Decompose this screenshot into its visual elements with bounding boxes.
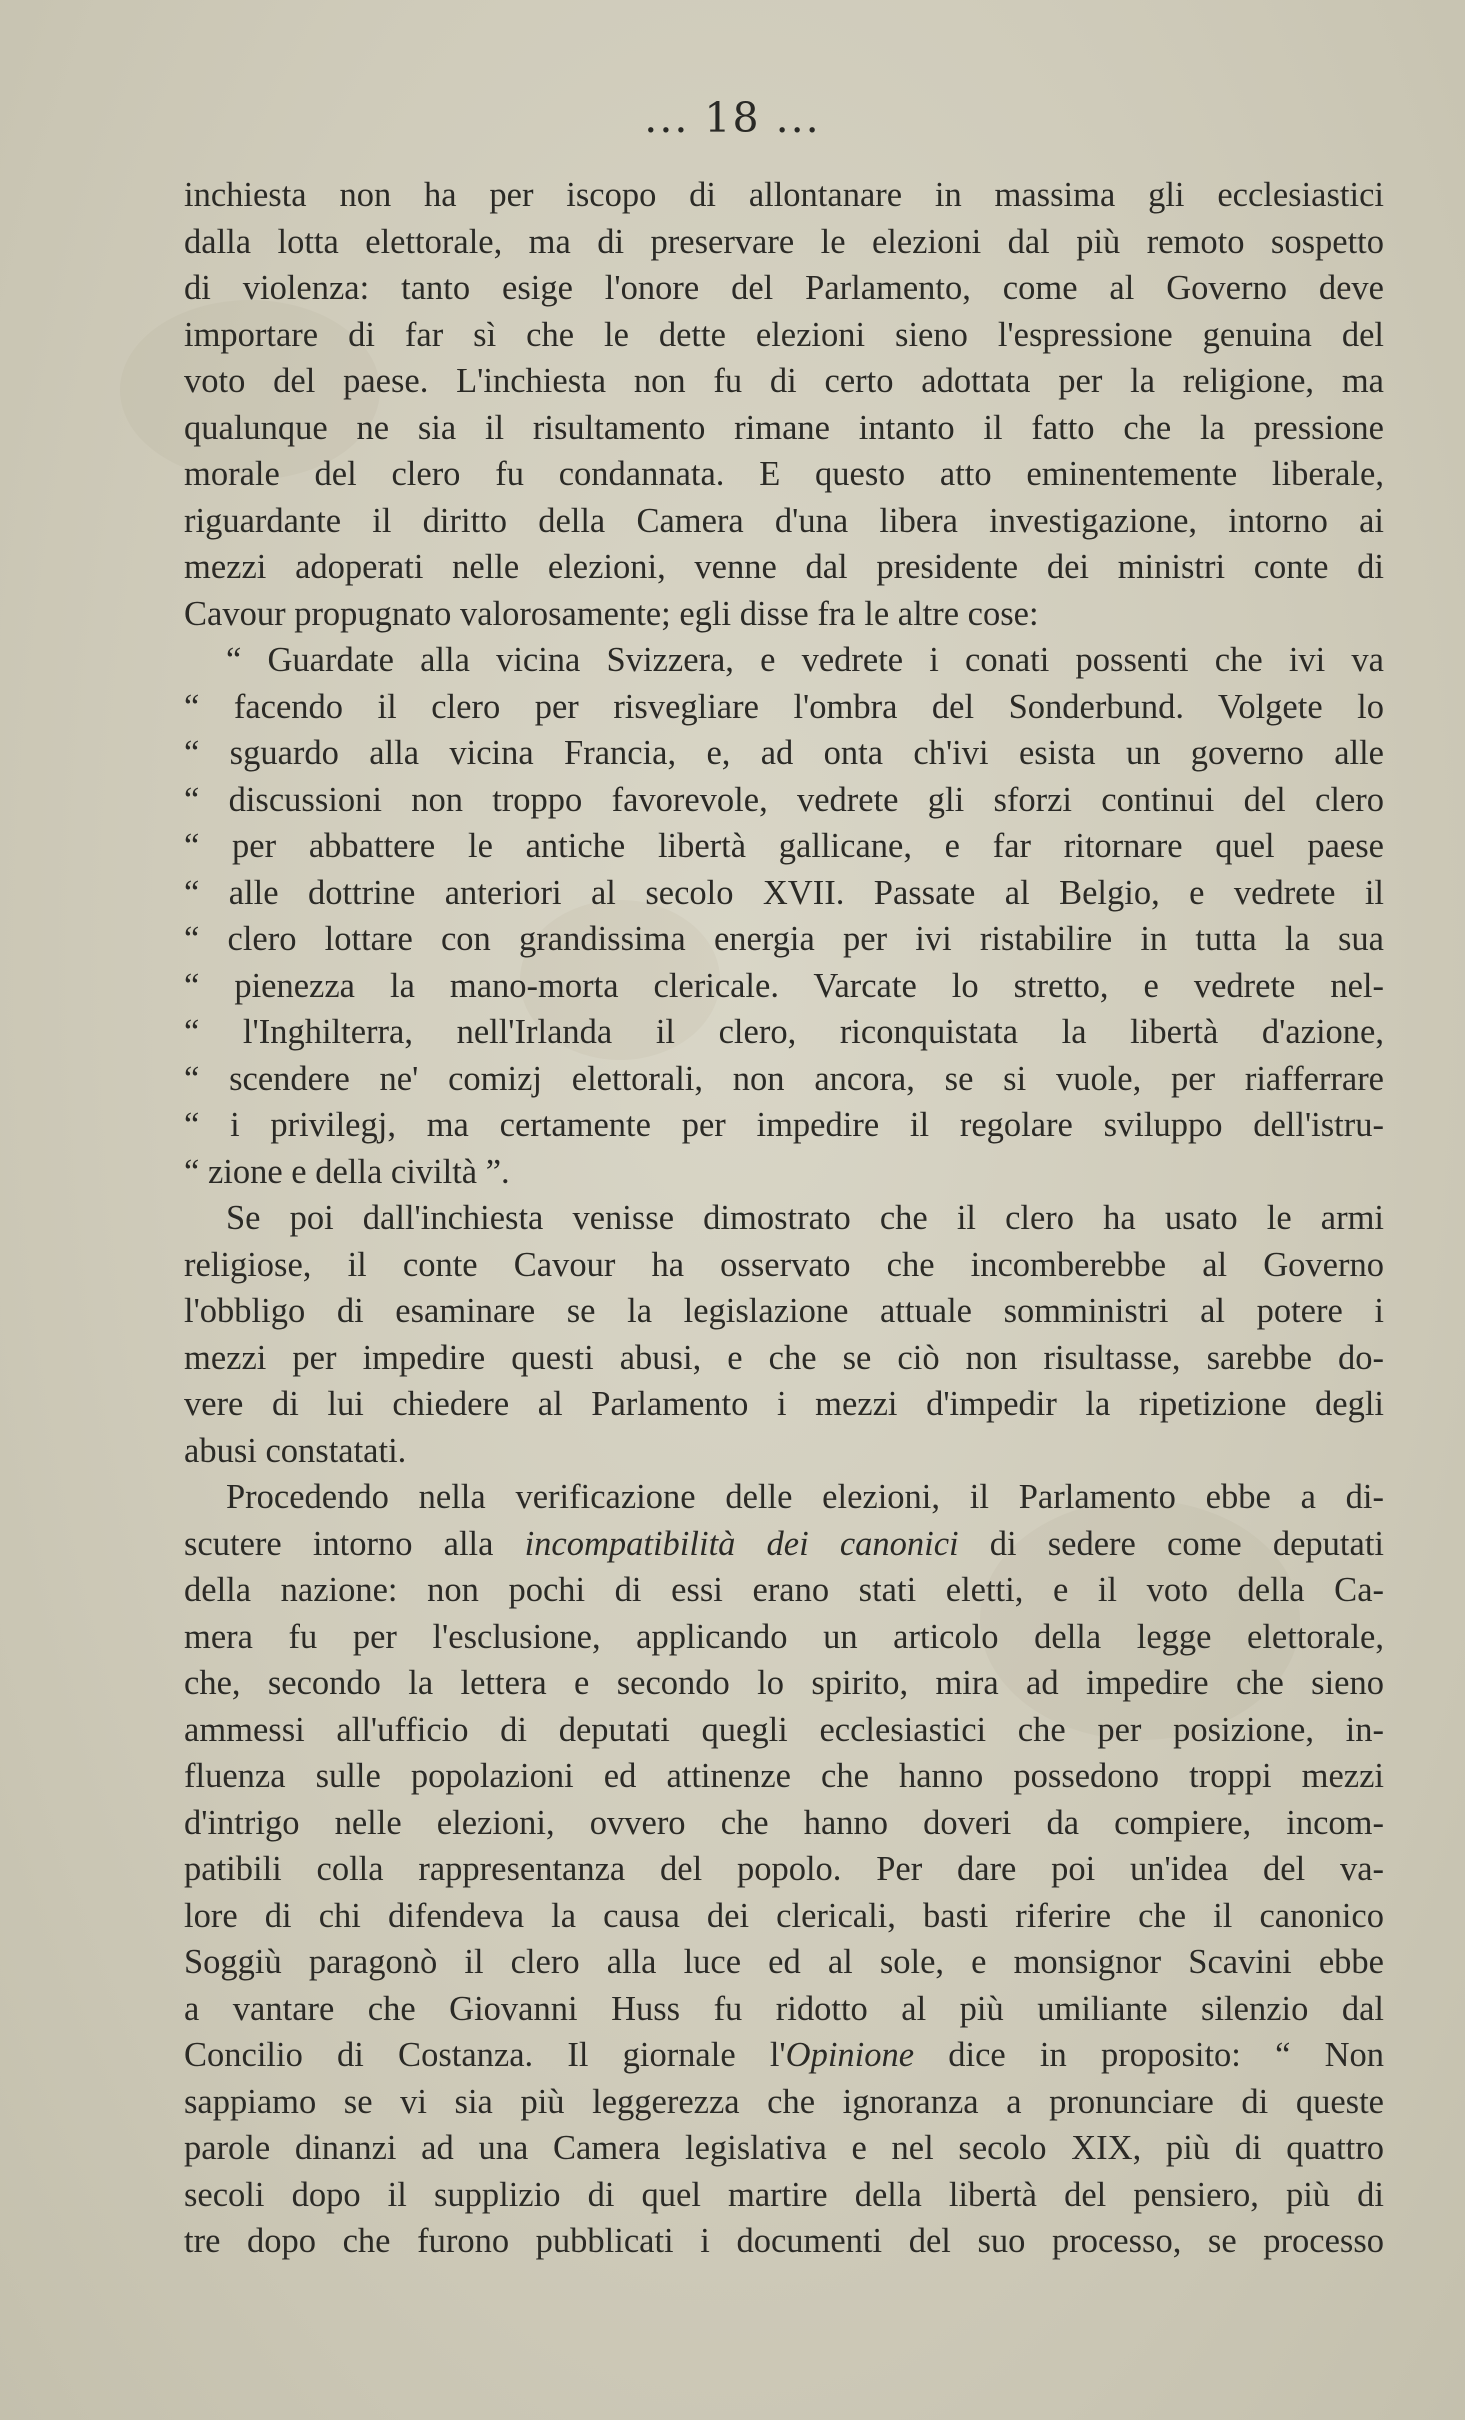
text-line: a vantare che Giovanni Huss fu ridotto al più umiliante silenzio dal (184, 1989, 1384, 2028)
text-line: “ facendo il clero per risvegliare l'ombra del Sonderbund. Volgete lo (184, 687, 1384, 726)
text-line: Cavour propugnato valorosamente; egli disse fra le altre cose: (184, 594, 1039, 633)
text-line: secoli dopo il supplizio di quel martire della libertà del pensiero, più di (184, 2175, 1384, 2214)
text-line: qualunque ne sia il risultamento rimane intanto il fatto che la pressione (184, 408, 1384, 447)
text-line: “ l'Inghilterra, nell'Irlanda il clero, riconquistata la libertà d'azione, (184, 1013, 1384, 1051)
text-line: scutere intorno alla incompatibilità dei canonici di sedere come deputati (184, 1524, 1384, 1563)
text-line: Concilio di Costanza. Il giornale l'Opinione dice in proposito: “ Non (184, 2036, 1384, 2074)
body-text (184, 172, 1384, 2265)
text-line: d'intrigo nelle elezioni, ovvero che hanno doveri da compiere, incom- (184, 1803, 1384, 1842)
text-line: “ zione e della civiltà ”. (184, 1152, 510, 1191)
text-line: Se poi dall'inchiesta venisse dimostrato che il clero ha usato le armi (226, 1199, 1384, 1237)
text-line: morale del clero fu condannata. E questo atto eminentemente liberale, (184, 455, 1384, 493)
text-line: “ per abbattere le antiche libertà gallicane, e far ritornare quel paese (184, 827, 1384, 865)
text-line: mezzi adoperati nelle elezioni, venne dal presidente dei ministri conte di (184, 548, 1384, 586)
text-line: dalla lotta elettorale, ma di preservare le elezioni dal più remoto sospetto (184, 222, 1384, 261)
text-line: religiose, il conte Cavour ha osservato che incomberebbe al Governo (184, 1245, 1384, 1284)
text-line: voto del paese. L'inchiesta non fu di certo adottata per la religione, ma (184, 362, 1384, 400)
text-line: l'obbligo di esaminare se la legislazione attuale somministri al potere i (184, 1292, 1384, 1330)
text-line: “ sguardo alla vicina Francia, e, ad onta ch'ivi esista un governo alle (184, 734, 1384, 772)
text-line: riguardante il diritto della Camera d'una libera investigazione, intorno ai (184, 501, 1384, 540)
text-line: parole dinanzi ad una Camera legislativa e nel secolo XIX, più di quattro (184, 2129, 1384, 2167)
text-line: tre dopo che furono pubblicati i documenti del suo processo, se processo (184, 2222, 1384, 2260)
text-line: abusi constatati. (184, 1431, 407, 1470)
text-line: fluenza sulle popolazioni ed attinenze che hanno possedono troppi mezzi (184, 1757, 1384, 1795)
text-line: “ pienezza la mano-morta clericale. Varcate lo stretto, e vedrete nel- (184, 966, 1384, 1005)
text-line: inchiesta non ha per iscopo di allontanare in massima gli ecclesiastici (184, 176, 1384, 214)
text-line: “ scendere ne' comizj elettorali, non ancora, se si vuole, per riafferrare (184, 1059, 1384, 1098)
text-line: Soggiù paragonò il clero alla luce ed al sole, e monsignor Scavini ebbe (184, 1943, 1384, 1981)
text-line: “ i privilegj, ma certamente per impedire il regolare sviluppo dell'istru- (184, 1106, 1384, 1144)
text-line: sappiamo se vi sia più leggerezza che ignoranza a pronunciare di queste (184, 2082, 1384, 2121)
text-line: ammessi all'ufficio di deputati quegli ecclesiastici che per posizione, in- (184, 1710, 1384, 1749)
text-line: lore di chi difendeva la causa dei clericali, basti riferire che il canonico (184, 1896, 1384, 1935)
text-line: “ clero lottare con grandissima energia per ivi ristabilire in tutta la sua (184, 920, 1384, 958)
text-line: vere di lui chiedere al Parlamento i mezzi d'impedir la ripetizione degli (184, 1385, 1384, 1423)
text-line: patibili colla rappresentanza del popolo. Per dare poi un'idea del va- (184, 1850, 1384, 1888)
text-line: “ discussioni non troppo favorevole, vedrete gli sforzi continui del clero (184, 780, 1384, 819)
text-line: “ alle dottrine anteriori al secolo XVII. Passate al Belgio, e vedrete il (184, 873, 1384, 912)
text-line: mera fu per l'esclusione, applicando un articolo della legge elettorale, (184, 1617, 1384, 1656)
text-line: importare di far sì che le dette elezioni sieno l'espressione genuina del (184, 315, 1384, 354)
text-line: mezzi per impedire questi abusi, e che se ciò non risultasse, sarebbe do- (184, 1338, 1384, 1377)
text-line: che, secondo la lettera e secondo lo spirito, mira ad impedire che sieno (184, 1664, 1384, 1702)
page-number: ... 18 ... (644, 94, 821, 142)
text-line: di violenza: tanto esige l'onore del Parlamento, come al Governo deve (184, 269, 1384, 307)
text-line: Procedendo nella verificazione delle elezioni, il Parlamento ebbe a di- (226, 1478, 1384, 1516)
text-line: della nazione: non pochi di essi erano stati eletti, e il voto della Ca- (184, 1571, 1384, 1609)
text-line: “ Guardate alla vicina Svizzera, e vedrete i conati possenti che ivi va (226, 641, 1384, 679)
italic-phrase: incompatibilità dei canonici (524, 1524, 959, 1563)
italic-phrase: Opinione (785, 2036, 915, 2074)
